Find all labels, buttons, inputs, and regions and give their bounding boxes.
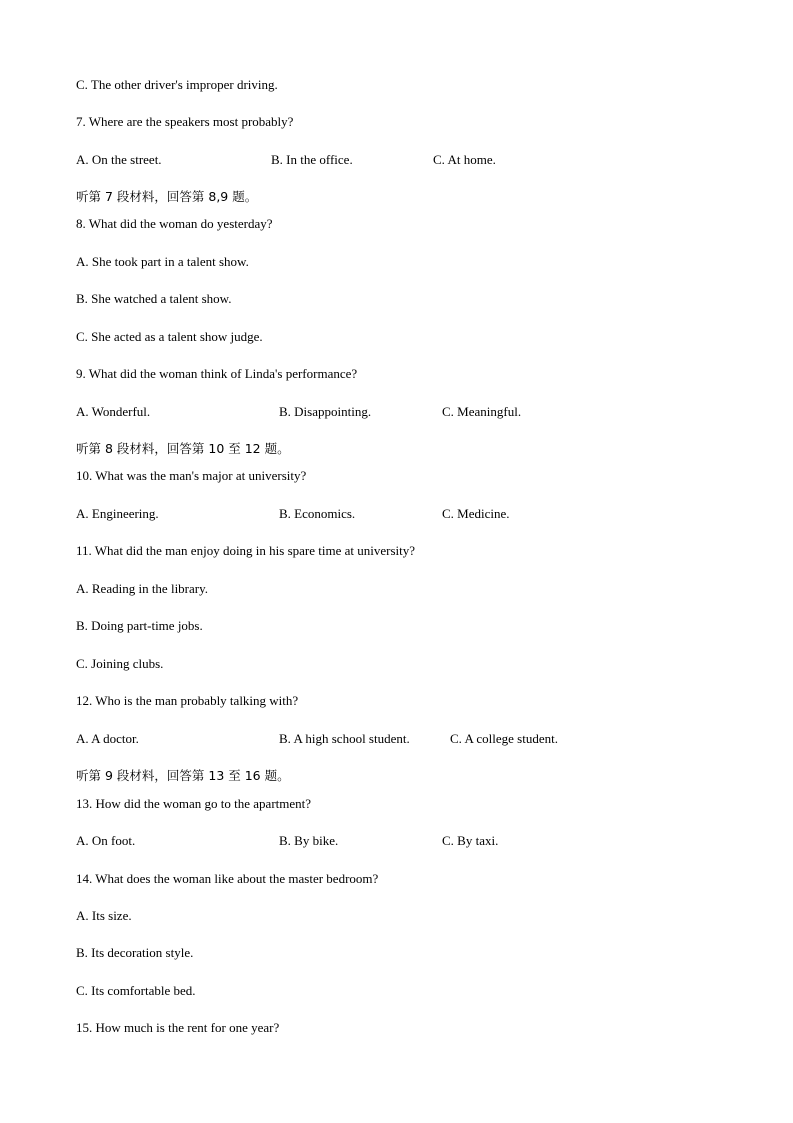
q8-option-b: B. She watched a talent show. — [76, 291, 232, 306]
q7-option-c: C. At home. — [433, 152, 496, 167]
q12-option-a: A. A doctor. — [76, 731, 139, 746]
q7-option-a: A. On the street. — [76, 152, 162, 167]
q11-option-b: B. Doing part-time jobs. — [76, 618, 203, 633]
q14-option-b: B. Its decoration style. — [76, 945, 194, 960]
q10-option-b: B. Economics. — [279, 506, 356, 521]
q7-option-b: B. In the office. — [271, 152, 353, 167]
section-9-heading: 听第 9 段材料，回答第 13 至 16 题。 — [76, 768, 290, 783]
q12-question: 12. Who is the man probably talking with? — [76, 693, 299, 708]
q10-option-a: A. Engineering. — [76, 506, 159, 521]
q9-option-c: C. Meaningful. — [442, 404, 522, 419]
q13-option-b: B. By bike. — [279, 833, 339, 848]
q9-option-b: B. Disappointing. — [279, 404, 372, 419]
q10-option-c: C. Medicine. — [442, 506, 510, 521]
q14-question: 14. What does the woman like about the master bedroom? — [76, 871, 379, 886]
section-7-heading: 听第 7 段材料，回答第 8,9 题。 — [76, 189, 258, 204]
q11-question: 11. What did the man enjoy doing in his spare time at university? — [76, 543, 416, 558]
q7-question: 7. Where are the speakers most probably? — [76, 114, 294, 129]
q12-option-b: B. A high school student. — [279, 731, 410, 746]
q14-option-c: C. Its comfortable bed. — [76, 983, 196, 998]
q12-option-c: C. A college student. — [450, 731, 558, 746]
q11-option-a: A. Reading in the library. — [76, 581, 209, 596]
q9-question: 9. What did the woman think of Linda's performance? — [76, 366, 358, 381]
q8-question: 8. What did the woman do yesterday? — [76, 216, 273, 231]
q11-option-c: C. Joining clubs. — [76, 656, 164, 671]
q8-option-a: A. She took part in a talent show. — [76, 254, 249, 269]
q9-option-a: A. Wonderful. — [76, 404, 151, 419]
q13-option-c: C. By taxi. — [442, 833, 499, 848]
q8-option-c: C. She acted as a talent show judge. — [76, 329, 263, 344]
q13-question: 13. How did the woman go to the apartment? — [76, 796, 312, 811]
q14-option-a: A. Its size. — [76, 908, 132, 923]
section-8-heading: 听第 8 段材料，回答第 10 至 12 题。 — [76, 441, 290, 456]
q13-option-a: A. On foot. — [76, 833, 136, 848]
q6-option-c: C. The other driver's improper driving. — [76, 77, 278, 92]
q15-question: 15. How much is the rent for one year? — [76, 1020, 280, 1035]
q10-question: 10. What was the man's major at university? — [76, 468, 307, 483]
